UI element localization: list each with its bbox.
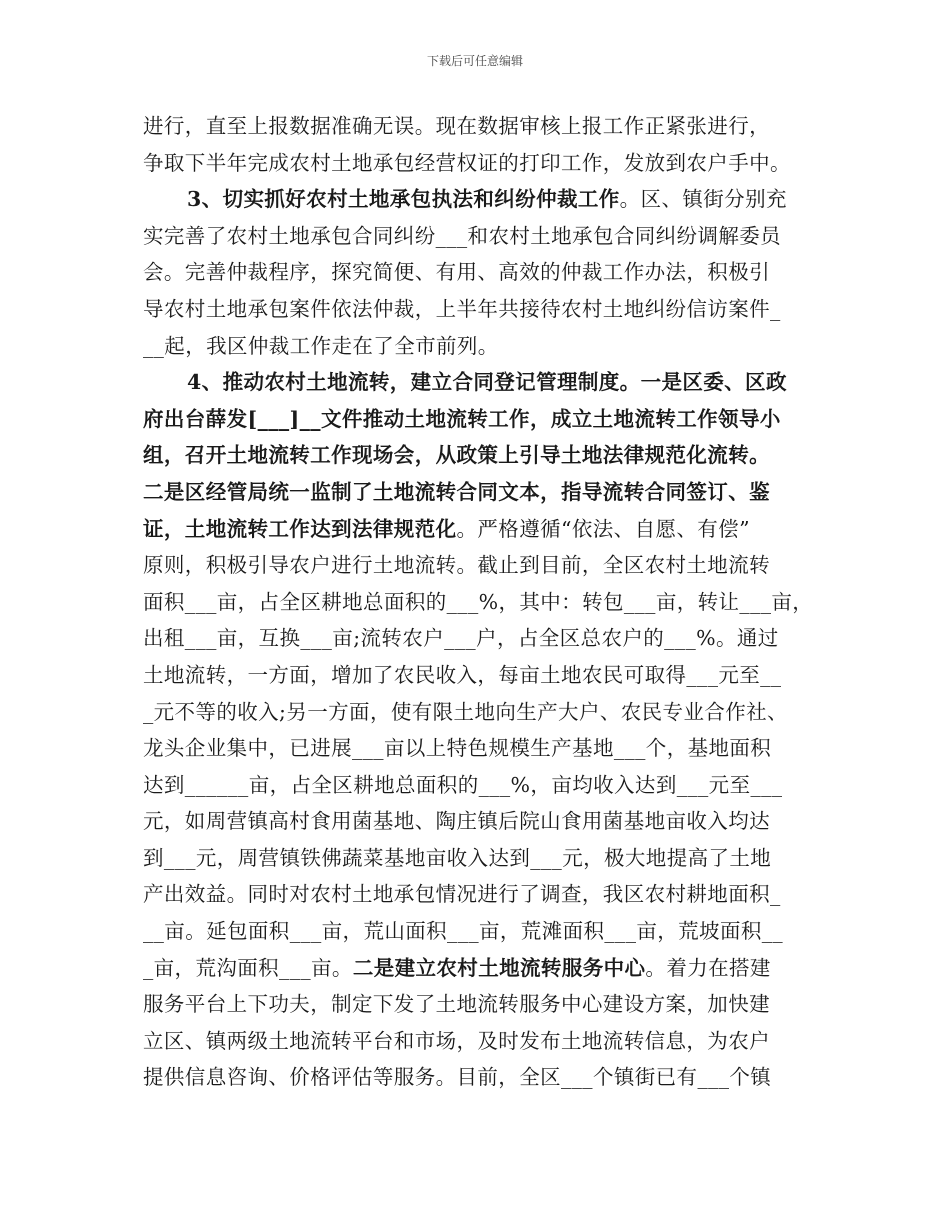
text-segment: 。严格遵循“依法、自愿、有偿”: [456, 516, 750, 541]
text-line: [143, 254, 815, 291]
text-line: [143, 767, 815, 804]
text-segment: 实完善了农村土地承包合同纠纷___和农村土地承包合同纠纷调解委员: [143, 223, 782, 248]
text-segment: 提供信息咨询、价格评估等服务。目前，全区___个镇街已有___个镇: [143, 1065, 772, 1090]
text-line: [143, 1059, 815, 1096]
text-line: [143, 657, 815, 694]
text-segment: _元不等的收入;另一方面，使有限土地向生产大户、农民专业合作社、: [143, 699, 788, 724]
text-segment: 原则，积极引导农户进行土地流转。截止到目前，全区农村土地流转: [143, 553, 770, 578]
text-line: [143, 840, 815, 877]
text-segment: 争取下半年完成农村土地承包经营权证的打印工作，发放到农户手中。: [143, 150, 791, 175]
bold-text-segment: 3、切实抓好农村土地承包执法和纠纷仲裁工作: [187, 187, 620, 212]
bold-text-segment: 组，召开土地流转工作现场会，从政策上引导土地法律规范化流转。: [143, 443, 770, 468]
text-line: [143, 620, 815, 657]
text-segment: 立区、镇两级土地流转平台和市场，及时发布土地流转信息，为农户: [143, 1028, 770, 1053]
text-line: [143, 437, 815, 474]
text-segment: 面积___亩，占全区耕地总面积的___%，其中：转包___亩，转让___亩，: [143, 589, 814, 614]
document-body: [143, 108, 815, 1096]
text-segment: 。着力在搭建: [645, 955, 771, 980]
text-segment: 导农村土地承包案件依法仲裁，上半年共接待农村土地纠纷信访案件_: [143, 296, 781, 321]
bold-text-segment: 证，土地流转工作达到法律规范化: [143, 516, 457, 541]
text-line: [143, 108, 815, 145]
text-segment: 出租___亩，互换___亩;流转农户___户，占全区总农户的___%。通过: [143, 626, 779, 651]
text-line: [143, 584, 815, 621]
text-segment: __起，我区仲裁工作走在了全市前列。: [143, 333, 499, 358]
text-line: [143, 950, 815, 987]
text-line: [143, 986, 815, 1023]
text-line: [143, 730, 815, 767]
text-segment: 进行，直至上报数据准确无误。现在数据审核上报工作正紧张进行，: [143, 114, 770, 138]
text-segment: 产出效益。同时对农村土地承包情况进行了调查，我区农村耕地面积_: [143, 882, 781, 907]
text-line: [143, 181, 815, 218]
text-segment: 会。完善仲裁程序，探究简便、有用、高效的仲裁工作办法，积极引: [143, 260, 770, 285]
text-line: [143, 876, 815, 913]
text-line: [143, 547, 815, 584]
text-segment: 。区、镇街分别充: [619, 187, 787, 212]
text-segment: 服务平台上下功夫，制定下发了土地流转服务中心建设方案，加快建: [143, 992, 770, 1017]
text-segment: 土地流转，一方面，增加了农民收入，每亩土地农民可取得___元至__: [143, 662, 782, 687]
bold-text-segment: 二是建立农村土地流转服务中心: [352, 955, 646, 980]
bold-text-segment: 府出台薛发[___]__文件推动土地流转工作，成立土地流转工作领导小: [143, 406, 781, 431]
text-segment: __亩。延包面积___亩，荒山面积___亩，荒滩面积___亩，荒坡面积__: [143, 919, 784, 944]
page-header: 下载后可任意编辑: [426, 54, 523, 68]
text-line: [143, 291, 815, 328]
text-line: [143, 401, 815, 438]
text-line: [143, 1023, 815, 1060]
text-line: [143, 145, 815, 182]
text-segment: 龙头企业集中，已进展___亩以上特色规模生产基地___个，基地面积: [143, 736, 772, 761]
bold-text-segment: 4、推动农村土地流转，建立合同登记管理制度。一是区委、区政: [187, 370, 787, 395]
text-line: [143, 364, 815, 401]
text-line: [143, 694, 815, 731]
text-line: [143, 328, 815, 365]
text-line: [143, 218, 815, 255]
text-segment: _亩，荒沟面积___亩。: [143, 955, 353, 980]
bold-text-segment: 二是区经管局统一监制了土地流转合同文本，指导流转合同签订、鉴: [143, 479, 770, 504]
text-line: [143, 511, 815, 548]
text-segment: 元，如周营镇高村食用菌基地、陶庄镇后院山食用菌基地亩收入均达: [143, 809, 770, 834]
text-line: [143, 474, 815, 511]
text-line: [143, 803, 815, 840]
text-segment: 到___元，周营镇铁佛蔬菜基地亩收入达到___元，极大地提高了土地: [143, 845, 772, 870]
text-segment: 达到______亩，占全区耕地总面积的___%，亩均收入达到___元至___: [143, 772, 783, 797]
text-line: [143, 913, 815, 950]
